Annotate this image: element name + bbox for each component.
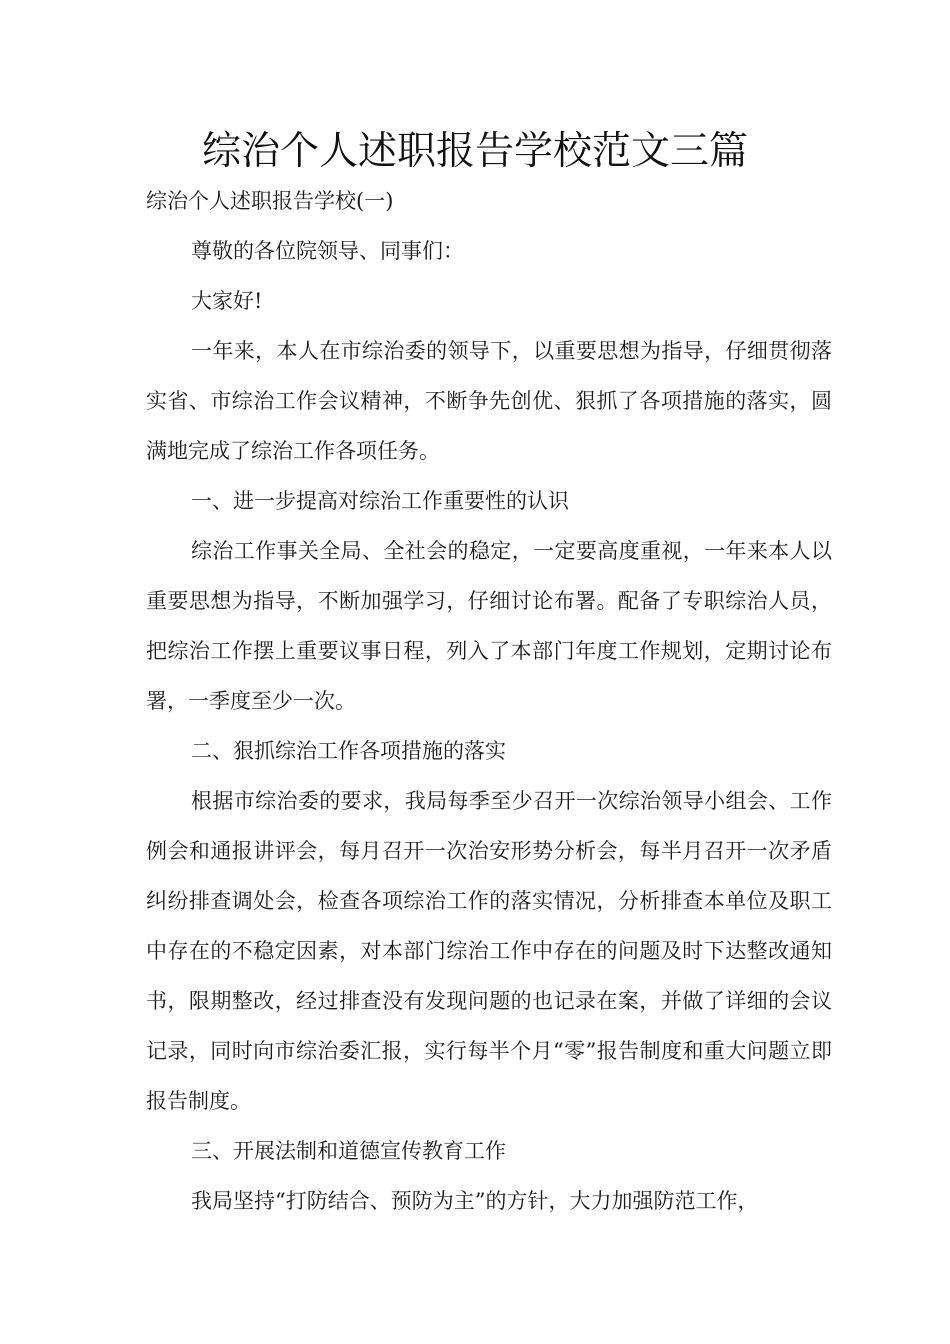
document-subtitle: 综治个人述职报告学校(一) — [146, 189, 394, 213]
paragraph-section-3: 我局坚持“打防结合、预防为主”的方针，大力加强防范工作， — [191, 1189, 759, 1213]
paragraph-salutation: 尊敬的各位院领导、同事们： — [191, 239, 464, 263]
document-title: 综治个人述职报告学校范文三篇 — [201, 129, 748, 174]
section-heading-2: 二、狠抓综治工作各项措施的落实 — [191, 739, 506, 763]
section-heading-3: 三、开展法制和道德宣传教育工作 — [191, 1139, 506, 1163]
paragraph-section-1: 综治工作事关全局、全社会的稳定，一定要高度重视，一年来本人以重要思想为指导，不断加强学习，仔细讨论布署。配备了专职综治人员，把综治工作摆上重要议事日程，列入了本部门年度工作规划，定期讨论布署，一季度至少一次。 — [146, 539, 832, 713]
section-heading-1: 一、进一步提高对综治工作重要性的认识 — [191, 489, 569, 513]
document-body — [146, 226, 832, 1226]
paragraph-intro: 一年来，本人在市综治委的领导下，以重要思想为指导，仔细贯彻落实省、市综治工作会议精神，不断争先创优、狠抓了各项措施的落实，圆满地完成了综治工作各项任务。 — [146, 339, 832, 463]
paragraph-greeting: 大家好! — [191, 289, 263, 313]
paragraph-section-2: 根据市综治委的要求，我局每季至少召开一次综治领导小组会、工作例会和通报讲评会，每月召开一次治安形势分析会，每半月召开一次矛盾纠纷排查调处会，检查各项综治工作的落实情况，分析排查本单位及职工中存在的不稳定因素，对本部门综治工作中存在的问题及时下达整改通知书，限期整改，经过排查没有发现问题的也记录在案，并做了详细的会议记录，同时向市综治委汇报，实行每半个月“零”报告制度和重大问题立即报告制度。 — [146, 789, 832, 1113]
